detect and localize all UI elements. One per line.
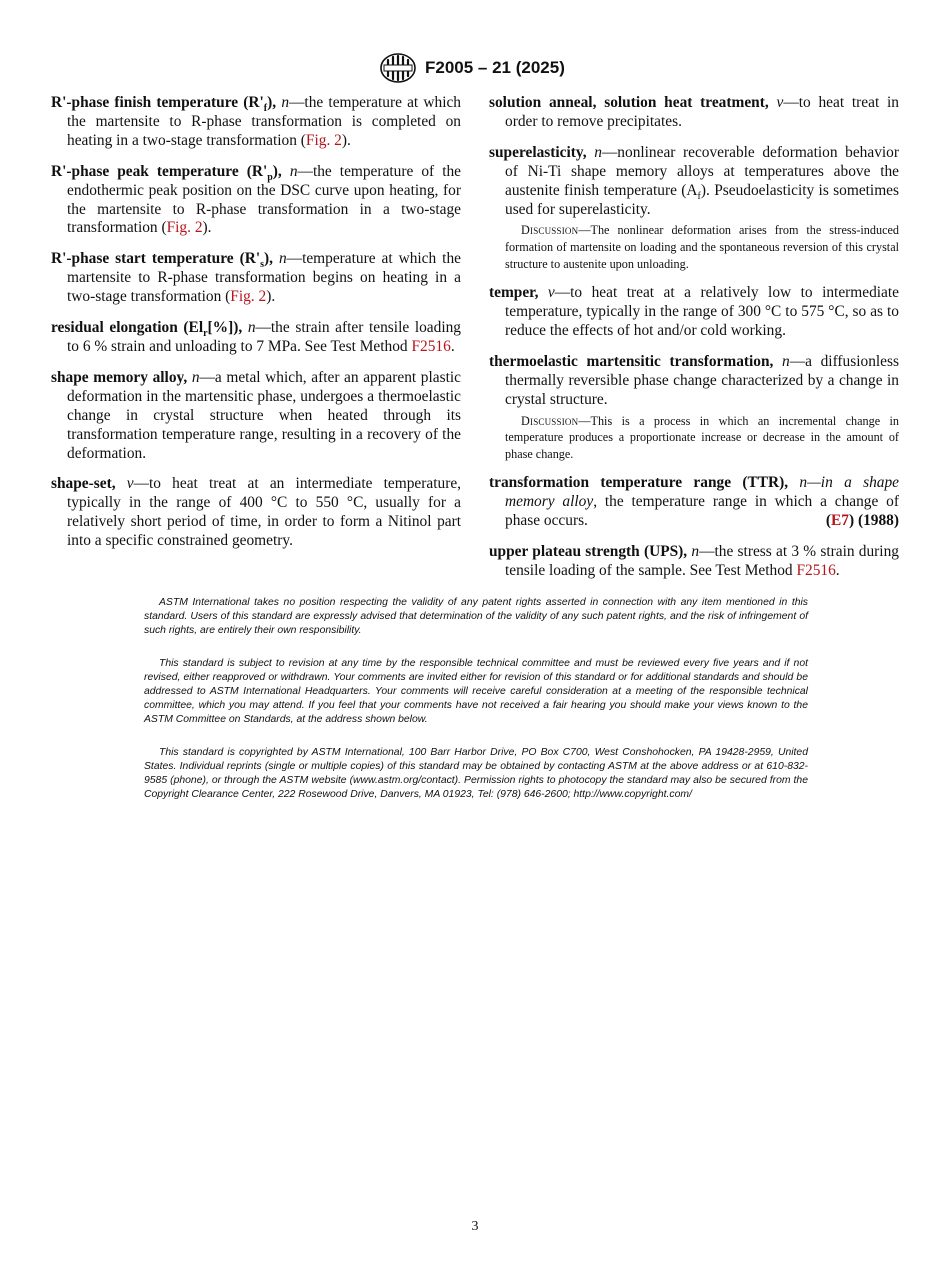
definition-text: —to heat treat at an intermediate temperature, typically in the range of 400 °C to 550 °C, usually for a relatively short period of time, in order to form a Nitinol part into a specific constrained geometry. <box>67 475 461 550</box>
discussion-note <box>505 222 899 272</box>
definition-entry <box>489 474 899 531</box>
definition-text: , the temperature range in which a change of phase occurs. <box>505 493 899 530</box>
term: thermoelastic martensitic transformation, <box>489 352 774 370</box>
definition-entry <box>489 284 899 341</box>
copyright-notice: This standard is copyrighted by ASTM International, 100 Barr Harbor Drive, PO Box C700, West Conshohocken, PA 19428-2959, United States. Individual reprints (single or multiple copies) of this standard may be obtained by contacting ASTM at the above address or at 610-832-9585 (phone), or through the ASTM website (www.astm.org/contact). Permission rights to photocopy the standard may also be secured from the Copyright Clearance Center, 222 Rosewood Drive, Danvers, MA 01923, Tel: (978) 646-2600; http://www.copyright.com/ <box>144 747 808 800</box>
part-of-speech: n <box>691 543 700 561</box>
page-header <box>0 52 950 86</box>
discussion-text: —The nonlinear deformation arises from the stress-induced formation of martensite on loading and the spontaneous reversion of this crystal structure to austenite upon unloading. <box>505 223 899 271</box>
figure-link[interactable]: Fig. 2 <box>166 219 203 237</box>
definition-text: —a diffusionless thermally reversible phase change characterized by a change in crystal structure. <box>505 352 899 408</box>
definition-text: —the stress at 3 % strain during tensile loading of the sample. See Test Method <box>505 543 899 580</box>
term: temper, <box>489 284 539 302</box>
definition-entry: R'-phase finish temperature $(R'_f)$, n—the temperature at which the martensite to R-phase transformation is completed on heating in a two-stage transformation (Fig. 2). <box>51 94 462 149</box>
definition-entry: R'-phase start temperature $(R'_s)$, n—temperature at which the martensite to R-phase transformation begins on heating in a two-stage transformation (Fig. 2). <box>51 250 461 306</box>
definition-text: —to heat treat at a relatively low to intermediate temperature, typically in the range of 300 °C to 575 °C, so as to reduce the effects of hot and/or cold working. <box>505 284 899 340</box>
definition-text: —a metal which, after an apparent plastic deformation in the martensitic phase, undergoes a thermoelastic change in crystal structure when heated through its transformation temperature range, resulting in a recovery of the deformation. <box>67 368 461 462</box>
term: shape memory alloy, <box>51 368 188 386</box>
definition-entry: R'-phase peak temperature $(R'_p)$, n—the temperature of the endothermic peak position on the DSC curve upon heating, for the martensite to R-phase transformation in a two-stage transformation (Fig. 2). <box>51 162 461 237</box>
part-of-speech: v <box>776 94 784 111</box>
term: R'-phase finish temperature $(R'_f)$, <box>51 94 277 115</box>
standard-link[interactable]: F2516 <box>796 562 836 580</box>
part-of-speech: v <box>547 284 555 302</box>
astm-logo-icon <box>378 52 418 84</box>
legal-notices <box>144 596 808 821</box>
term: R'-phase start temperature $(R'_s)$, <box>51 250 273 271</box>
definition-entry <box>489 353 899 410</box>
part-of-speech: v <box>126 475 134 493</box>
discussion-label: Discussion <box>521 223 579 238</box>
term: shape-set, <box>51 475 116 493</box>
definition-entry <box>51 475 461 551</box>
revision-notice: This standard is subject to revision at any time by the responsible technical committee and must be reviewed every five years and if not revised, either reapproved or withdrawn. Your comments are invited either for revision of this standard or for additional standards and should be addressed to ASTM International Headquarters. Your comments will receive careful consideration at a meeting of the responsible technical committee, which you may attend. If you feel that your comments have not received a fair hearing you should make your views known to the ASTM Committee on Standards, at the address shown below. <box>144 658 808 725</box>
term: R'-phase peak temperature $(R'_p)$, <box>51 162 282 183</box>
term: transformation temperature range (TTR), <box>489 474 789 492</box>
figure-link[interactable]: Fig. 2 <box>305 131 342 149</box>
discussion-text: —This is a process in which an incremental change in temperature produces a proportionate increase or decrease in the amount of phase change. <box>505 413 899 461</box>
figure-link[interactable]: Fig. 2 <box>230 288 267 306</box>
discussion-note <box>505 413 899 463</box>
definition-text: —the temperature of the endothermic peak position on the DSC curve upon heating, for the martensite to R-phase transformation in a two-stage transformation ( <box>67 162 461 237</box>
patent-notice: ASTM International takes no position respecting the validity of any patent rights asserted in connection with any item mentioned in this standard. Users of this standard are expressly advised that determination of the validity of any such patent rights, and the risk of infringement of such rights, are entirely their own responsibility. <box>144 597 808 636</box>
reference-tag: (E7) (1988) <box>825 512 899 530</box>
definition-text: —the temperature at which the martensite to R-phase transformation is completed on heating in a two-stage transformation ( <box>67 94 462 149</box>
part-of-speech: n <box>782 352 790 370</box>
part-of-speech: n <box>278 250 287 268</box>
part-of-speech: n <box>289 162 298 180</box>
part-of-speech: n <box>281 94 290 111</box>
definition-text: —nonlinear recoverable deformation behavior of Ni-Ti shape memory alloys at temperatures above the austenite finish temperature (A <box>505 143 899 199</box>
page-number: 3 <box>471 1219 479 1234</box>
definition-text: —to heat treat in order to remove precipitates. <box>505 94 899 130</box>
term: upper plateau strength (UPS), <box>489 543 688 561</box>
discussion-label: Discussion <box>521 413 579 428</box>
standard-link[interactable]: E7 <box>831 512 849 530</box>
definition-entry <box>51 369 461 464</box>
standard-designation: F2005 – 21 (2025) <box>425 58 565 77</box>
left-column <box>51 94 461 563</box>
term: residual elongation $(El_r[\%])$, <box>51 319 243 340</box>
part-of-speech: n—in a shape memory alloy <box>505 474 900 511</box>
definition-entry: upper plateau strength (UPS), n—the stress at 3 % strain during tensile loading of the sample. See Test Method F2516. <box>489 543 899 580</box>
part-of-speech: n <box>191 368 200 386</box>
definition-text: —temperature at which the martensite to R-phase transformation begins on heating in a two-stage transformation ( <box>67 250 461 306</box>
term: superelasticity, <box>489 143 587 161</box>
definition-entry: residual elongation $(El_r[\%])$, n—the strain after tensile loading to 6 % strain and unloading to 7 MPa. See Test Method F2516. <box>51 319 461 355</box>
part-of-speech: n <box>594 143 602 161</box>
definition-entry: superelasticity, n—nonlinear recoverable deformation behavior of Ni-Ti shape memory alloys at temperatures above the austenite finish temperature $(A_f)$. Pseudoelasticity is sometimes used for superelasticity. <box>489 143 900 218</box>
definition-text: —the strain after tensile loading to 6 % strain and unloading to 7 MPa. See Test Method <box>67 319 461 355</box>
right-column <box>489 94 899 593</box>
definition-entry <box>489 94 899 132</box>
standard-link[interactable]: F2516 <box>411 337 451 355</box>
part-of-speech: n <box>247 319 256 337</box>
term: solution anneal, solution heat treatment, <box>489 94 769 111</box>
